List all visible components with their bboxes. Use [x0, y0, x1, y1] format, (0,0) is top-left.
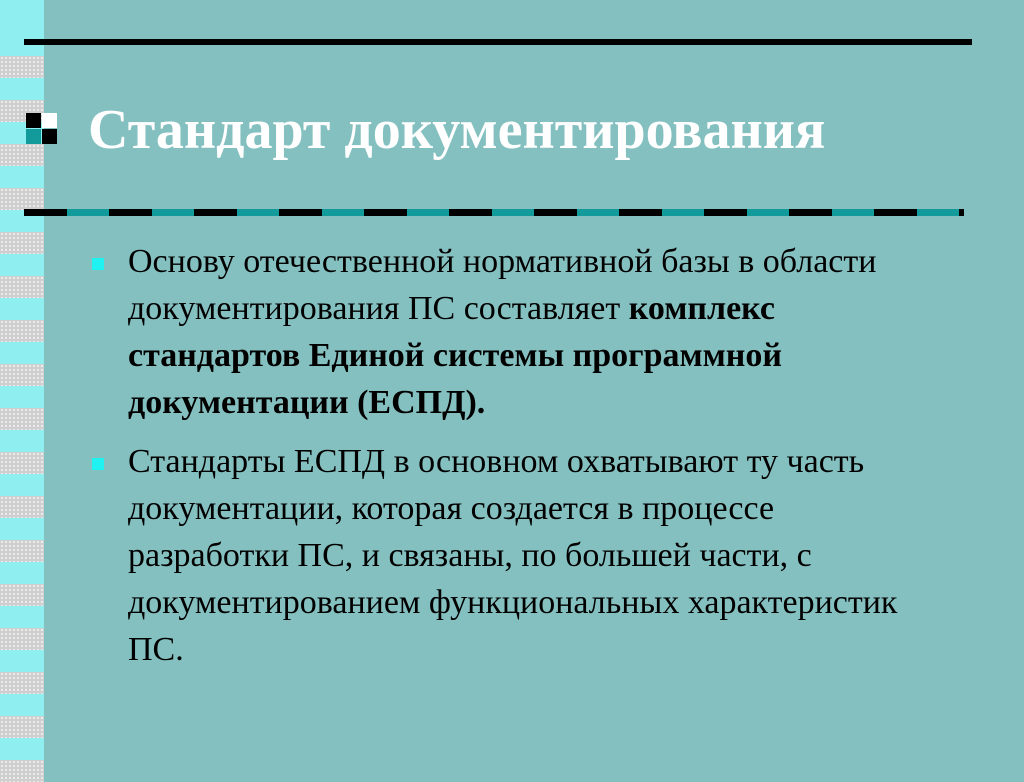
- strip-band: [0, 496, 44, 518]
- strip-band: [0, 584, 44, 606]
- top-rule: [24, 39, 972, 45]
- bullet-bold-text: комплекс стандартов Единой системы программной документации (ЕСПД).: [128, 290, 782, 421]
- square-bullet-icon: [92, 458, 104, 470]
- strip-band: [0, 452, 44, 474]
- strip-band: [0, 408, 44, 430]
- strip-band: [0, 716, 44, 738]
- square-bullet-icon: [92, 258, 104, 270]
- checkered-square-icon: [26, 113, 58, 145]
- strip-band: [0, 672, 44, 694]
- list-item: [90, 438, 910, 673]
- strip-band: [0, 232, 44, 254]
- strip-band: [0, 760, 44, 782]
- strip-band: [0, 144, 44, 166]
- strip-band: [0, 540, 44, 562]
- strip-band: [0, 320, 44, 342]
- strip-band: [0, 56, 44, 78]
- dashed-divider: [24, 209, 964, 216]
- bullet-text: Основу отечественной нормативной базы в области документирования ПС составляет: [128, 243, 877, 327]
- strip-band: [0, 364, 44, 386]
- strip-band: [0, 188, 44, 210]
- list-item: [90, 238, 910, 426]
- strip-band: [0, 276, 44, 298]
- bullet-text: Стандарты ЕСПД в основном охватывают ту часть документации, которая создается в процессе разработки ПС, и связаны, по большей части, с документированием функциональных характеристик ПС.: [128, 443, 898, 668]
- bullet-list: [90, 238, 910, 685]
- slide-title: Стандарт документирования: [88, 99, 826, 161]
- strip-band: [0, 628, 44, 650]
